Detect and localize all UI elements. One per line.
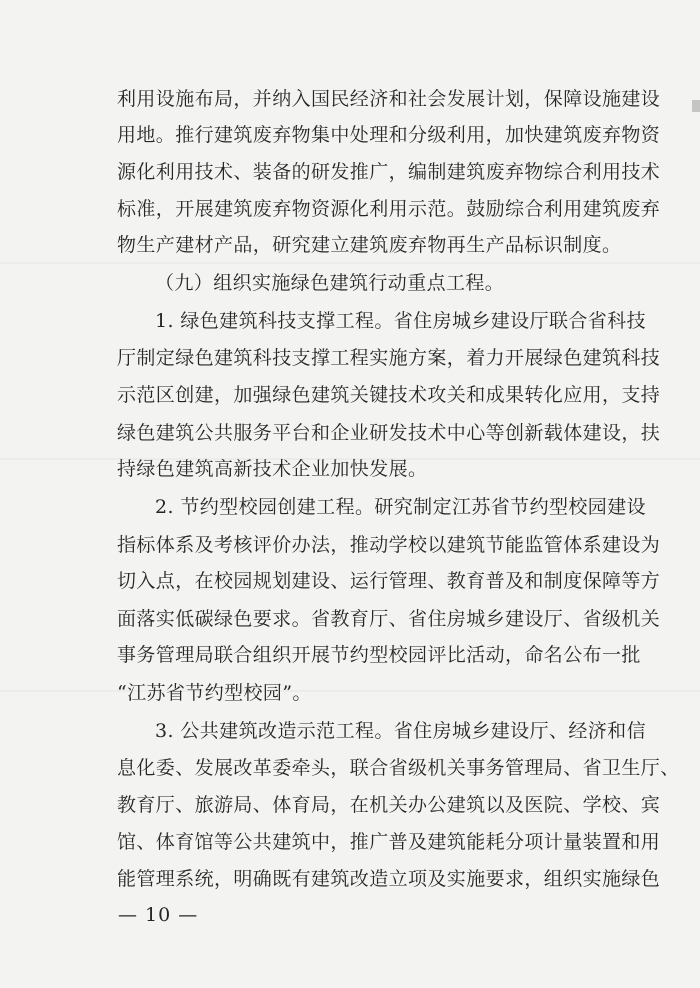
text-line: 教育厅、旅游局、体育局，在机关办公建筑以及医院、学校、宾 bbox=[117, 794, 661, 816]
bleed-through-mark bbox=[0, 262, 700, 264]
text-line: 厅制定绿色建筑科技支撑工程实施方案，着力开展绿色建筑科技 bbox=[117, 347, 661, 369]
text-line: 3. 公共建筑改造示范工程。省住房城乡建设厅、经济和信 bbox=[155, 720, 646, 742]
section-heading: （九）组织实施绿色建筑行动重点工程。 bbox=[155, 272, 505, 294]
text-line: 物生产建材产品，研究建立建筑废弃物再生产品标识制度。 bbox=[117, 234, 622, 256]
text-line: 面落实低碳绿色要求。省教育厅、省住房城乡建设厅、省级机关 bbox=[117, 608, 661, 630]
text-line: 源化利用技术、装备的研发推广，编制建筑废弃物综合利用技术 bbox=[117, 161, 661, 183]
text-line: “江苏省节约型校园”。 bbox=[117, 682, 312, 704]
text-line: 利用设施布局，并纳入国民经济和社会发展计划，保障设施建设 bbox=[117, 88, 661, 110]
text-line: 切入点，在校园规划建设、运行管理、教育普及和制度保障等方 bbox=[117, 570, 661, 592]
text-line: 2. 节约型校园创建工程。研究制定江苏省节约型校园建设 bbox=[155, 496, 646, 518]
text-line: 1. 绿色建筑科技支撑工程。省住房城乡建设厅联合省科技 bbox=[155, 310, 646, 332]
text-line: 事务管理局联合组织开展节约型校园评比活动，命名公布一批 bbox=[117, 644, 641, 666]
text-line: 馆、体育馆等公共建筑中，推广普及建筑能耗分项计量装置和用 bbox=[117, 831, 661, 853]
text-line: 用地。推行建筑废弃物集中处理和分级利用，加快建筑废弃物资 bbox=[117, 124, 661, 146]
binding-mark bbox=[692, 100, 700, 112]
text-line: 息化委、发展改革委牵头，联合省级机关事务管理局、省卫生厅、 bbox=[117, 757, 680, 779]
text-line: 标准，开展建筑废弃物资源化利用示范。鼓励综合利用建筑废弃 bbox=[117, 198, 661, 220]
text-line: 能管理系统，明确既有建筑改造立项及实施要求，组织实施绿色 bbox=[117, 868, 661, 890]
text-line: 持绿色建筑高新技术企业加快发展。 bbox=[117, 458, 428, 480]
text-line: 指标体系及考核评价办法，推动学校以建筑节能监管体系建设为 bbox=[117, 534, 661, 556]
page-number: — 10 — bbox=[118, 904, 199, 926]
text-line: 绿色建筑公共服务平台和企业研发技术中心等创新载体建设，扶 bbox=[117, 422, 661, 444]
text-line: 示范区创建，加强绿色建筑关键技术攻关和成果转化应用，支持 bbox=[117, 384, 661, 406]
